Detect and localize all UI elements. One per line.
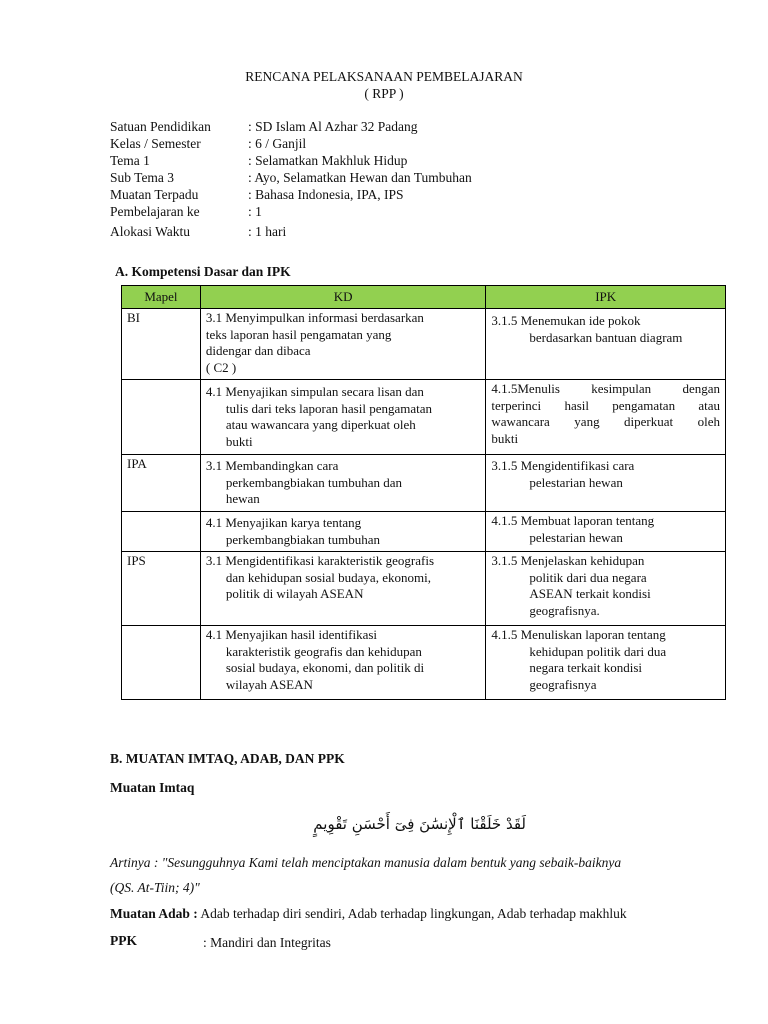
imtaq-heading: Muatan Imtaq (110, 780, 195, 795)
mapel-cell (122, 626, 201, 700)
kd-line: 4.1 Menyajikan simpulan secara lisan dan (205, 384, 424, 399)
kd-cell (200, 626, 485, 700)
ipk-cell (486, 512, 726, 552)
kd-line: didengar dan dibaca (205, 343, 311, 358)
kd-line: 4.1 Menyajikan karya tentang (205, 515, 362, 530)
table-row (122, 455, 726, 512)
kd-line: atau wawancara yang diperkuat oleh (225, 417, 416, 432)
info-value: : Ayo, Selamatkan Hewan dan Tumbuhan (248, 170, 472, 185)
kd-line: sosial budaya, ekonomi, dan politik di (225, 660, 425, 675)
ipk-line: 3.1.5 Menemukan ide pokok (491, 313, 641, 328)
mapel-cell: IPS (122, 552, 201, 626)
ipk-line: ASEAN terkait kondisi (529, 586, 651, 601)
table-row (122, 552, 726, 626)
document-title: RENCANA PELAKSANAAN PEMBELAJARAN (245, 69, 523, 84)
ipk-line: 3.1.5 Menjelaskan kehidupan (491, 553, 645, 568)
info-value: : Bahasa Indonesia, IPA, IPS (248, 187, 404, 202)
ipk-line: 3.1.5 Mengidentifikasi cara (491, 458, 635, 473)
info-label: Tema 1 (110, 153, 150, 168)
quran-verse: لَقَدْ خَلَقْنَا ٱلْإِنسَٰنَ فِىٓ أَحْسَنِ تَقْوِيمٍ (313, 815, 526, 833)
table-row (122, 309, 726, 380)
document-subtitle: ( RPP ) (364, 86, 404, 101)
kd-cell (200, 552, 485, 626)
kd-cell (200, 512, 485, 552)
ipk-cell (486, 626, 726, 700)
table-row (122, 512, 726, 552)
section-a-heading: A. Kompetensi Dasar dan IPK (115, 264, 291, 279)
header-ipk: IPK (486, 286, 726, 309)
kd-line: hewan (225, 491, 260, 506)
kd-cell (200, 455, 485, 512)
info-label: Alokasi Waktu (110, 224, 191, 239)
ipk-line: bukti (491, 430, 519, 446)
header-kd: KD (200, 286, 485, 309)
mapel-cell: BI (122, 309, 201, 380)
kd-line: politik di wilayah ASEAN (225, 586, 364, 601)
mapel-cell: IPA (122, 455, 201, 512)
mapel-cell (122, 380, 201, 455)
ipk-line: pelestarian hewan (529, 529, 623, 545)
ipk-line: 4.1.5Menulis kesimpulan dengan (491, 381, 720, 396)
kd-line: teks laporan hasil pengamatan yang (205, 326, 392, 342)
table-header-row (122, 286, 726, 309)
info-value: : 1 (248, 204, 262, 219)
table-row (122, 380, 726, 455)
info-value: : 1 hari (248, 224, 287, 239)
ipk-line: kehidupan politik dari dua (529, 643, 667, 659)
ppk-label: PPK (110, 933, 137, 948)
adab-value: Adab terhadap diri sendiri, Adab terhadap lingkungan, Adab terhadap makhluk (197, 906, 627, 921)
section-b-heading: B. MUATAN IMTAQ, ADAB, DAN PPK (110, 751, 345, 766)
kd-line: 3.1 Membandingkan cara (205, 458, 339, 473)
ipk-line: geografisnya (529, 676, 597, 692)
ipk-line: terperinci hasil pengamatan atau (491, 397, 720, 413)
ipk-line: pelestarian hewan (529, 474, 623, 490)
kd-line: 3.1 Menyimpulkan informasi berdasarkan (205, 310, 424, 325)
kd-line: tulis dari teks laporan hasil pengamatan (225, 400, 433, 416)
info-label: Satuan Pendidikan (110, 119, 211, 134)
info-label: Muatan Terpadu (110, 187, 199, 202)
table-row (122, 626, 726, 700)
ipk-cell (486, 455, 726, 512)
ipk-cell (486, 309, 726, 380)
mapel-cell (122, 512, 201, 552)
adab-row (110, 906, 627, 922)
ipk-line: negara terkait kondisi (529, 660, 642, 675)
kd-cell (200, 380, 485, 455)
info-value: : Selamatkan Makhluk Hidup (248, 153, 408, 168)
kd-cell (200, 309, 485, 380)
info-label: Sub Tema 3 (110, 170, 175, 185)
adab-label: Muatan Adab : (110, 906, 198, 921)
kd-line: karakteristik geografis dan kehidupan (225, 643, 422, 659)
ipk-line: berdasarkan bantuan diagram (529, 329, 683, 345)
ipk-cell (486, 380, 726, 455)
ipk-line: wawancara yang diperkuat oleh (491, 414, 720, 429)
ipk-line: politik dari dua negara (529, 569, 647, 585)
competency-table (121, 285, 726, 700)
artinya-line: Artinya : "Sesungguhnya Kami telah menciptakan manusia dalam bentuk yang sebaik-baiknya (110, 855, 622, 870)
ipk-line: 4.1.5 Membuat laporan tentang (491, 513, 655, 528)
kd-line: dan kehidupan sosial budaya, ekonomi, (225, 569, 431, 585)
kd-line: ( C2 ) (205, 359, 237, 375)
kd-line: 4.1 Menyajikan hasil identifikasi (205, 627, 378, 642)
ipk-line: geografisnya. (529, 602, 600, 618)
ipk-line: 4.1.5 Menuliskan laporan tentang (491, 627, 666, 642)
info-value: : 6 / Ganjil (248, 136, 307, 151)
header-mapel: Mapel (122, 286, 201, 309)
kd-line: 3.1 Mengidentifikasi karakteristik geografis (205, 553, 435, 568)
kd-line: perkembangbiakan tumbuhan dan (225, 474, 403, 490)
kd-line: wilayah ASEAN (225, 676, 313, 692)
kd-line: bukti (225, 433, 253, 449)
ipk-cell (486, 552, 726, 626)
info-value: : SD Islam Al Azhar 32 Padang (248, 119, 418, 134)
info-label: Kelas / Semester (110, 136, 201, 151)
ppk-value: : Mandiri dan Integritas (203, 935, 331, 950)
info-label: Pembelajaran ke (110, 204, 200, 219)
artinya-line: (QS. At-Tiin; 4)" (110, 880, 200, 895)
kd-line: perkembangbiakan tumbuhan (225, 531, 381, 547)
